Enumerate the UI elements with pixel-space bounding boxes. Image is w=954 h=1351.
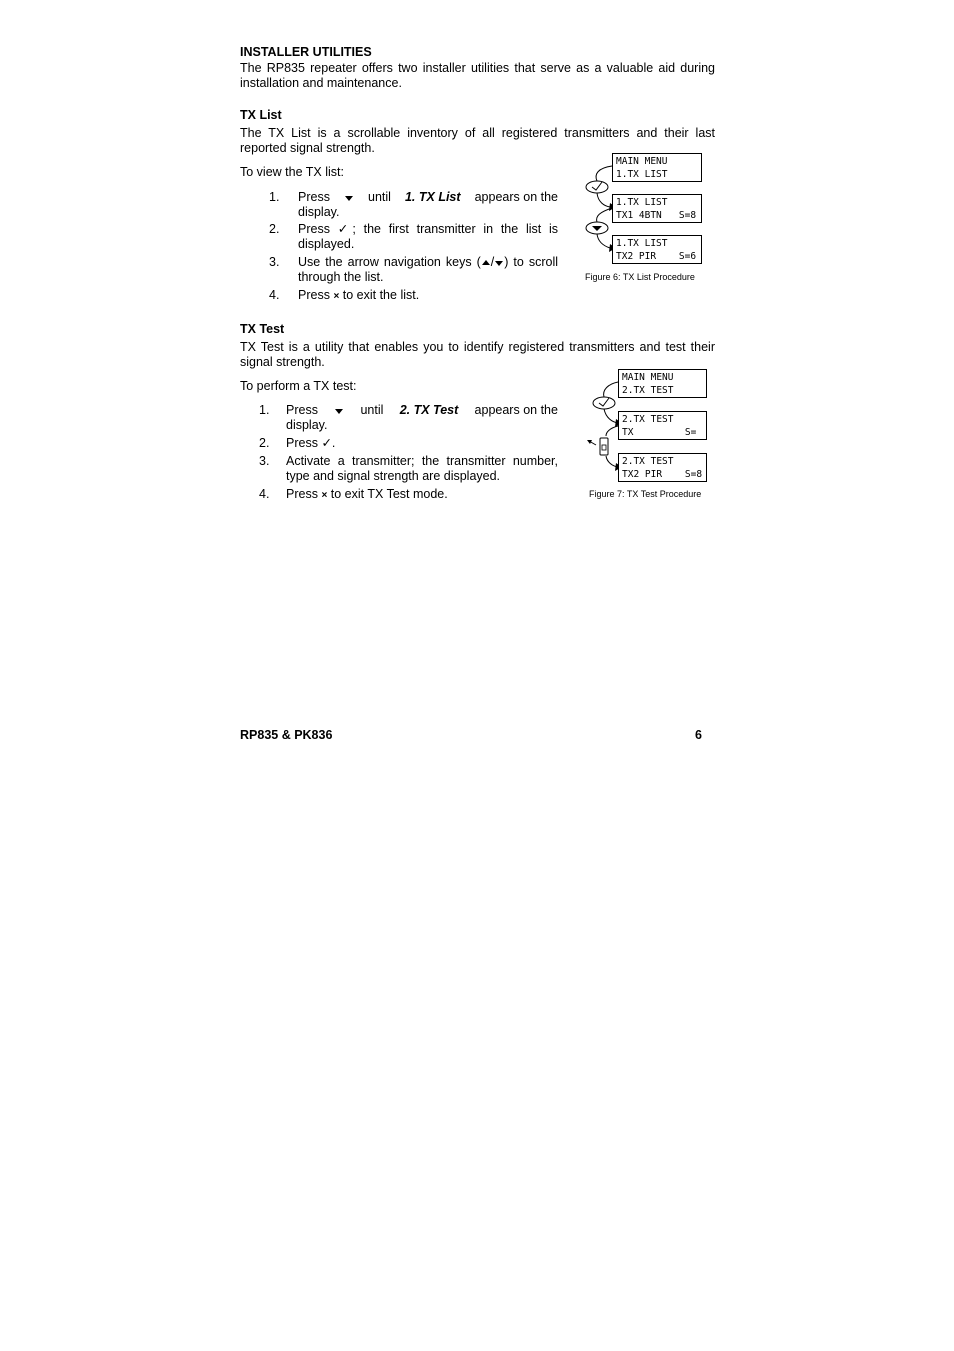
down-arrow-icon: [334, 406, 344, 416]
step-tail-1: appears on the: [474, 403, 558, 417]
list-item: Use the arrow navigation keys ( / ) to scroll through the list.: [298, 255, 558, 284]
list-item: Press until 1. TX List appears on the display.: [298, 190, 558, 219]
lcd-screen: 2.TX TEST TX2 PIR S=8: [618, 453, 707, 482]
down-arrow-icon: [494, 258, 504, 268]
list-item: Press ✓; the first transmitter in the list is displayed.: [298, 222, 558, 251]
step-tail-2: display.: [298, 205, 340, 219]
tx-test-heading: TX Test: [240, 322, 285, 336]
tx-test-lead: To perform a TX test:: [240, 379, 357, 393]
tx-list-lead: To view the TX list:: [240, 165, 344, 179]
up-arrow-icon: [481, 258, 491, 268]
figure-caption: Figure 6: TX List Procedure: [585, 272, 695, 282]
list-item: Press until 2. TX Test appears on the display.: [286, 403, 558, 432]
step-tail-2: display.: [286, 418, 328, 432]
transmitter-icon: [600, 438, 608, 455]
list-item: Press ✓.: [286, 436, 336, 450]
step-number: 2.: [269, 222, 280, 236]
lcd-screen: 2.TX TEST TX S=: [618, 411, 707, 440]
figure-caption: Figure 7: TX Test Procedure: [589, 489, 702, 499]
intro-paragraph: The RP835 repeater offers two installer utilities that serve as a valuable aid during installation and maintenance.: [240, 61, 715, 90]
step-number: 3.: [269, 255, 280, 269]
ok-key-icon: [586, 181, 608, 193]
lcd-screen: 1.TX LIST TX2 PIR S=6: [612, 235, 702, 264]
list-item: Press × to exit TX Test mode.: [286, 487, 448, 501]
step-number: 1.: [259, 403, 270, 417]
ok-key-icon: [593, 397, 615, 409]
tx-list-description: The TX List is a scrollable inventory of all registered transmitters and their last reported signal strength.: [240, 126, 715, 155]
step-number: 4.: [259, 487, 270, 501]
footer-title: RP835 & PK836: [240, 728, 333, 742]
checkmark-icon: ✓: [321, 436, 332, 450]
lcd-screen: MAIN MENU 2.TX TEST: [618, 369, 707, 398]
down-arrow-icon: [344, 193, 354, 203]
lcd-screen: MAIN MENU 1.TX LIST: [612, 153, 702, 182]
step-number: 2.: [259, 436, 270, 450]
list-item: Press × to exit the list.: [298, 288, 420, 302]
page-number: 6: [695, 728, 702, 742]
step-number: 4.: [269, 288, 280, 302]
lcd-screen: 1.TX LIST TX1 4BTN S=8: [612, 194, 702, 223]
checkmark-icon: ✓: [337, 222, 353, 236]
list-item: Activate a transmitter; the transmitter number, type and signal strength are displayed.: [286, 454, 558, 483]
tx-test-description: TX Test is a utility that enables you to identify registered transmitters and test their signal strength.: [240, 340, 715, 369]
x-icon: ×: [333, 291, 340, 302]
section-title: INSTALLER UTILITIES: [240, 45, 372, 59]
step-tail-1: appears on the: [474, 190, 558, 204]
step-number: 1.: [269, 190, 280, 204]
tx-list-heading: TX List: [240, 108, 282, 122]
x-icon: ×: [321, 490, 328, 501]
step-number: 3.: [259, 454, 270, 468]
